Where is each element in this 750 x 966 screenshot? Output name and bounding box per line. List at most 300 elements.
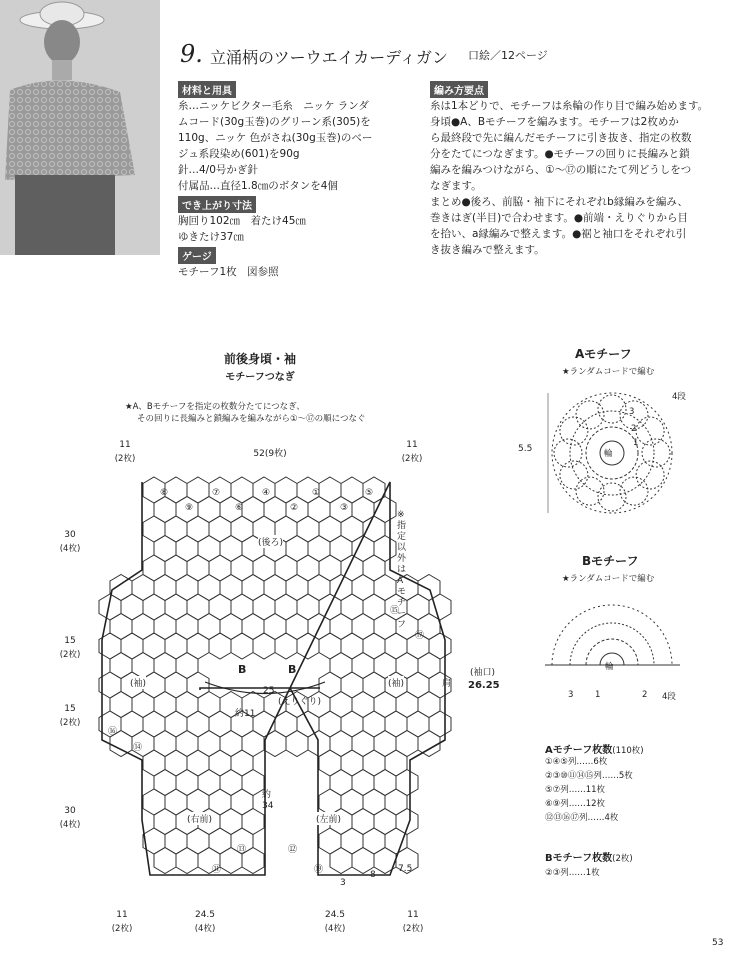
motif-hexagon — [121, 633, 143, 659]
motif-hexagon — [187, 594, 209, 620]
back-label: (後ろ) — [258, 535, 283, 548]
dim-label: (2枚) — [59, 718, 81, 728]
motif-hexagon — [352, 575, 374, 601]
motif-hexagon — [165, 594, 187, 620]
motif-hexagon — [143, 789, 165, 815]
motif-hexagon — [396, 653, 418, 679]
row-number: ② — [290, 503, 299, 513]
shoulder-label: 肩 — [442, 679, 452, 689]
motif-hexagon — [396, 770, 418, 796]
motif-hexagon — [341, 789, 363, 815]
dim-label: (2枚) — [402, 924, 424, 934]
motif-hexagon — [275, 594, 297, 620]
motif-hexagon — [154, 614, 176, 640]
motif-hexagon — [143, 594, 165, 620]
motif-hexagon — [154, 848, 176, 874]
motif-hexagon — [121, 711, 143, 737]
motif-hexagon — [330, 614, 352, 640]
materials-line: ジュ系段染め(601)を90g — [178, 148, 300, 160]
diagram-note — [125, 400, 445, 424]
motif-hexagon — [110, 653, 132, 679]
bottom-dim: 7.5 — [398, 864, 413, 874]
materials-heading: 材料と用具 — [178, 81, 236, 98]
motif-hexagon — [132, 614, 154, 640]
dim-label: 15 — [64, 636, 76, 646]
count-row: ⑥⑨列……12枚 — [545, 799, 606, 809]
motif-hexagon — [341, 828, 363, 854]
dim-label: 11 — [119, 440, 131, 450]
count-row: ①④⑤列……6枚 — [545, 757, 608, 767]
motif-hexagon — [165, 789, 187, 815]
motif-hexagon — [176, 575, 198, 601]
motif-hexagon — [374, 536, 396, 562]
motif-hexagon — [176, 536, 198, 562]
motif-hexagon — [187, 711, 209, 737]
motif-hexagon — [363, 789, 385, 815]
dim-label: 11 — [407, 910, 419, 920]
count-a-title: Aモチーフ枚数 — [545, 745, 613, 756]
motif-hexagon — [209, 789, 231, 815]
row-number: ⑥ — [235, 503, 244, 513]
neck-depth: 約11 — [235, 709, 256, 719]
motif-hexagon — [341, 633, 363, 659]
motif-hexagon — [363, 828, 385, 854]
motif-hexagon — [341, 594, 363, 620]
motif-hexagon — [319, 828, 341, 854]
motif-hexagon — [209, 711, 231, 737]
method-line: 編みを編みつけながら、①〜⑰の順にたて列どうしをつ — [430, 164, 692, 176]
motif-hexagon — [352, 497, 374, 523]
motif-hexagon — [286, 731, 308, 757]
row-number: ⑬ — [237, 845, 247, 855]
motif-hexagon — [418, 653, 440, 679]
motif-hexagon — [418, 692, 440, 718]
count-b-section — [545, 846, 633, 865]
pattern-title: 立涌柄のツーウエイカーディガン — [210, 48, 448, 67]
count-a-total: (110枚) — [612, 746, 644, 756]
dim-label: 24.5 — [324, 910, 346, 920]
sleeve-label: (袖) — [130, 676, 146, 689]
motif-hexagon — [374, 575, 396, 601]
dim-label: 11 — [116, 910, 128, 920]
motif-hexagon — [154, 497, 176, 523]
motif-hexagon — [363, 711, 385, 737]
motif-hexagon — [209, 633, 231, 659]
motif-hexagon — [242, 731, 264, 757]
motif-hexagon — [330, 692, 352, 718]
gauge-heading: ゲージ — [178, 247, 216, 264]
method-section — [430, 79, 730, 258]
motif-b-row-label: 1 — [595, 690, 601, 700]
motif-hexagon — [264, 497, 286, 523]
page-number: 53 — [712, 938, 724, 948]
motif-hexagon — [165, 477, 187, 503]
motif-hexagon — [242, 575, 264, 601]
cuff-label: (袖口) — [470, 668, 496, 678]
motif-hexagon — [187, 516, 209, 542]
motif-hexagon — [220, 614, 242, 640]
model-photo — [0, 0, 160, 255]
motif-hexagon — [341, 750, 363, 776]
motif-hexagon — [143, 711, 165, 737]
motif-hexagon — [198, 731, 220, 757]
motif-hexagon — [176, 731, 198, 757]
motif-hexagon — [308, 497, 330, 523]
motif-note-vertical: ※指定以外はAモチーフ — [397, 510, 407, 630]
motif-a-note: ★ランダムコードで編む — [562, 367, 655, 377]
motif-hexagon — [319, 516, 341, 542]
motif-hexagon — [352, 731, 374, 757]
motif-petal — [560, 461, 588, 489]
motif-hexagon — [319, 477, 341, 503]
count-row: ②③列……1枚 — [545, 868, 600, 878]
dim-label: (4枚) — [324, 924, 346, 934]
motif-hexagon — [418, 575, 440, 601]
motif-hexagon — [275, 711, 297, 737]
bottom-dim: 3 — [340, 878, 346, 888]
motif-petal — [636, 417, 664, 445]
motif-hexagon — [264, 575, 286, 601]
motif-petal — [560, 417, 588, 445]
motif-petal — [620, 401, 648, 429]
motif-hexagon — [330, 536, 352, 562]
dim-label: (2枚) — [59, 650, 81, 660]
bottom-dim: 8 — [370, 870, 376, 880]
motif-hexagon — [242, 614, 264, 640]
count-row: ②③⑩⑪⑭⑮列……5枚 — [545, 771, 633, 781]
motif-hexagon — [286, 575, 308, 601]
dim-label: (4枚) — [59, 544, 81, 554]
motif-hexagon — [407, 711, 429, 737]
motif-hexagon — [308, 731, 330, 757]
motif-hexagon — [176, 653, 198, 679]
motif-hexagon — [297, 633, 319, 659]
materials-line: 110g、ニッケ 色がさね(30g玉巻)のベー — [178, 132, 373, 144]
motif-b-row-label: 3 — [568, 690, 574, 700]
motif-a-row-label: 1 — [633, 438, 639, 448]
motif-hexagon — [187, 828, 209, 854]
method-line: ら最終段で先に編んだモチーフに引き抜き、指定の枚数 — [430, 132, 692, 144]
motif-a-height: 5.5 — [518, 444, 533, 454]
motif-hexagon — [275, 633, 297, 659]
motif-hexagon — [198, 536, 220, 562]
motif-hexagon — [341, 711, 363, 737]
motif-hexagon — [341, 672, 363, 698]
motif-hexagon — [121, 594, 143, 620]
motif-hexagon — [286, 536, 308, 562]
motif-hexagon — [330, 731, 352, 757]
motif-hexagon — [319, 672, 341, 698]
motif-hexagon — [297, 516, 319, 542]
motif-hexagon — [319, 555, 341, 581]
motif-hexagon — [231, 633, 253, 659]
count-b-total: (2枚) — [612, 854, 633, 864]
motif-hexagon — [308, 536, 330, 562]
motif-hexagon — [132, 575, 154, 601]
method-line: まとめ●後ろ、前脇・袖下にそれぞれb縁編みを編み、 — [430, 196, 688, 208]
method-line: なぎます。 — [430, 180, 482, 192]
motif-hexagon — [165, 516, 187, 542]
neck-width: 25 — [263, 686, 275, 696]
motif-hexagon — [176, 770, 198, 796]
motif-hexagon — [187, 633, 209, 659]
motif-hexagon — [198, 614, 220, 640]
count-a-rows — [545, 755, 633, 825]
dim-label: (4枚) — [59, 820, 81, 830]
motif-hexagon — [187, 672, 209, 698]
motif-hexagon — [143, 672, 165, 698]
motif-hexagon — [154, 536, 176, 562]
motif-hexagon — [275, 555, 297, 581]
neck-label: (えりぐり) — [278, 697, 322, 707]
count-row: ⑤⑦列……11枚 — [545, 785, 606, 795]
motif-hexagon — [187, 477, 209, 503]
cuff-size: 26.25 — [468, 680, 500, 691]
motif-hexagon — [396, 692, 418, 718]
dim-label: (2枚) — [401, 454, 423, 464]
materials-section — [178, 79, 418, 280]
motif-b-diagram — [540, 590, 690, 680]
motif-hexagon — [231, 477, 253, 503]
motif-hexagon — [220, 731, 242, 757]
motif-hexagon — [220, 575, 242, 601]
motif-hexagon — [209, 555, 231, 581]
motif-hexagon — [308, 575, 330, 601]
row-number: ① — [312, 488, 321, 498]
method-line: 分をたてにつなぎます。●モチーフの回りに長編みと鎖 — [430, 148, 690, 160]
motif-hexagon — [385, 711, 407, 737]
row-number: ⑯ — [108, 727, 118, 737]
motif-hexagon — [352, 809, 374, 835]
motif-hexagon — [385, 828, 407, 854]
motif-hexagon — [341, 516, 363, 542]
motif-hexagon — [209, 828, 231, 854]
diagram-note-line: その回りに長編みと鎖編みを編みながら①〜⑰の順につなぐ — [137, 414, 366, 424]
count-row: ⑫⑬⑯⑰列……4枚 — [545, 813, 619, 823]
motif-hexagon — [154, 692, 176, 718]
sleeve-label: (袖) — [388, 676, 404, 689]
left-front-label: (左前) — [316, 812, 341, 825]
motif-hexagon — [385, 789, 407, 815]
motif-hexagon — [231, 789, 253, 815]
motif-hexagon — [187, 750, 209, 776]
motif-hexagon — [154, 809, 176, 835]
motif-hexagon — [209, 516, 231, 542]
motif-hexagon — [154, 653, 176, 679]
motif-hexagon — [374, 809, 396, 835]
motif-hexagon — [242, 770, 264, 796]
dim-label: (4枚) — [194, 924, 216, 934]
motif-hexagon — [385, 750, 407, 776]
motif-hexagon — [352, 692, 374, 718]
row-number: ⑪ — [212, 865, 222, 875]
motif-hexagon — [330, 770, 352, 796]
materials-line: 針…4/0号かぎ針 — [178, 164, 258, 176]
row-number: ⑦ — [212, 488, 221, 498]
gauge-line: モチーフ1枚 図参照 — [178, 266, 279, 278]
motif-hexagon — [176, 692, 198, 718]
size-heading: でき上がり寸法 — [178, 196, 256, 213]
motif-hexagon — [253, 594, 275, 620]
motif-hexagon — [143, 516, 165, 542]
method-heading: 編み方要点 — [430, 81, 488, 98]
row-number: ⑲ — [314, 865, 324, 875]
motif-hexagon — [132, 692, 154, 718]
motif-hexagon — [231, 750, 253, 776]
motif-hexagon — [319, 633, 341, 659]
row-number: ⑤ — [365, 488, 374, 498]
dim-label: 15 — [64, 704, 76, 714]
motif-a-row: 4段 — [672, 392, 686, 402]
motif-hexagon — [396, 809, 418, 835]
motif-hexagon — [352, 653, 374, 679]
motif-hexagon — [143, 750, 165, 776]
method-line: を拾い、a縁編みで整えます。●裾と袖口をそれぞれ引 — [430, 228, 687, 240]
motif-hexagon — [352, 614, 374, 640]
motif-hexagon — [231, 555, 253, 581]
pattern-number: 9. — [180, 40, 203, 68]
motif-hexagon — [319, 750, 341, 776]
front-opening: 約34 — [262, 790, 274, 811]
motif-b-row-label: 2 — [642, 690, 648, 700]
motif-b-center: 輪 — [605, 662, 614, 672]
motif-hexagon — [319, 711, 341, 737]
materials-line: ムコード(30g玉巻)のグリーン系(305)を — [178, 116, 371, 128]
motif-hexagon — [374, 653, 396, 679]
motif-hexagon — [154, 770, 176, 796]
motif-hexagon — [275, 477, 297, 503]
motif-hexagon — [165, 672, 187, 698]
motif-hexagon — [407, 672, 429, 698]
motif-a-title: Aモチーフ — [575, 347, 632, 361]
motif-hexagon — [374, 731, 396, 757]
motif-hexagon — [407, 594, 429, 620]
dim-label: 24.5 — [194, 910, 216, 920]
dim-label: 11 — [406, 440, 418, 450]
row-number: ⑫ — [288, 845, 298, 855]
motif-hexagon — [165, 750, 187, 776]
method-line: き抜き編みで整えます。 — [430, 244, 545, 256]
motif-petal — [642, 439, 670, 467]
motif-hexagon — [363, 555, 385, 581]
motif-hexagon — [198, 770, 220, 796]
motif-hexagon — [198, 575, 220, 601]
motif-hexagon — [242, 809, 264, 835]
materials-line: 付属品…直径1.8㎝のボタンを4個 — [178, 180, 338, 192]
motif-hexagon — [165, 711, 187, 737]
motif-hexagon — [396, 731, 418, 757]
motif-hexagon — [253, 555, 275, 581]
diagram-subtitle: モチーフつなぎ — [225, 372, 295, 383]
size-line: 胸回り102㎝ 着たけ45㎝ — [178, 215, 306, 227]
motif-hexagon — [220, 536, 242, 562]
motif-hexagon — [187, 555, 209, 581]
b-motif-label: B — [238, 663, 247, 676]
motif-hexagon — [176, 848, 198, 874]
size-line: ゆきたけ37㎝ — [178, 231, 244, 243]
motif-hexagon — [231, 594, 253, 620]
method-line: 糸は1本どりで、モチーフは糸輪の作り目で編み始めます。 — [430, 100, 709, 112]
motif-a-diagram — [540, 385, 690, 525]
b-motif-label: B — [288, 663, 297, 676]
right-front-label: (右前) — [187, 812, 212, 825]
motif-hexagon — [209, 594, 231, 620]
motif-hexagon — [363, 594, 385, 620]
motif-hexagon — [374, 614, 396, 640]
motif-hexagon — [286, 614, 308, 640]
motif-hexagon — [220, 809, 242, 835]
motif-hexagon — [154, 575, 176, 601]
motif-hexagon — [198, 692, 220, 718]
row-number: ④ — [262, 488, 271, 498]
row-number: ⑮ — [390, 606, 400, 616]
motif-hexagon — [209, 750, 231, 776]
row-number: ⑰ — [415, 631, 425, 641]
row-number: ③ — [340, 503, 349, 513]
motif-hexagon — [242, 497, 264, 523]
method-line: 巻きはぎ(半目)で合わせます。●前端・えりぐりから目 — [430, 212, 689, 224]
motif-hexagon — [132, 653, 154, 679]
motif-b-note: ★ランダムコードで編む — [562, 574, 655, 584]
dim-label: 52(9枚) — [253, 449, 287, 459]
motif-hexagon — [297, 711, 319, 737]
motif-a-center: 輪 — [604, 449, 613, 459]
diagram-note-line: ★A、Bモチーフを指定の枚数分たてにつなぎ、 — [125, 402, 305, 412]
motif-hexagon — [143, 633, 165, 659]
motif-hexagon — [330, 575, 352, 601]
motif-hexagon — [330, 848, 352, 874]
dim-label: (2枚) — [114, 454, 136, 464]
row-number: ⑧ — [160, 488, 169, 498]
motif-hexagon — [253, 711, 275, 737]
motif-hexagon — [341, 477, 363, 503]
motif-hexagon — [154, 731, 176, 757]
motif-hexagon — [374, 692, 396, 718]
motif-hexagon — [165, 633, 187, 659]
motif-hexagon — [363, 633, 385, 659]
dim-label: 30 — [64, 806, 76, 816]
motif-hexagon — [231, 516, 253, 542]
dim-label: 30 — [64, 530, 76, 540]
motif-hexagon — [418, 731, 440, 757]
motif-hexagon — [330, 653, 352, 679]
motif-hexagon — [253, 633, 275, 659]
motif-hexagon — [143, 555, 165, 581]
motif-hexagon — [165, 828, 187, 854]
motif-hexagon — [264, 614, 286, 640]
motif-hexagon — [176, 614, 198, 640]
motif-hexagon — [110, 614, 132, 640]
motif-hexagon — [363, 750, 385, 776]
motif-hexagon — [363, 672, 385, 698]
motif-hexagon — [385, 633, 407, 659]
method-line: 身頃●A、Bモチーフを編みます。モチーフは2枚めか — [430, 116, 679, 128]
motif-hexagon — [297, 555, 319, 581]
page-reference: 口絵／12ページ — [468, 49, 548, 62]
motif-a-row-label: 2 — [631, 424, 637, 434]
motif-hexagon — [198, 497, 220, 523]
row-number: ⑭ — [133, 743, 143, 753]
motif-hexagon — [220, 770, 242, 796]
motif-hexagon — [297, 594, 319, 620]
motif-a-row-label: 3 — [629, 407, 635, 417]
row-number: ⑨ — [185, 503, 194, 513]
materials-line: 糸…ニッケビクター毛糸 ニッケ ランダ — [178, 100, 369, 112]
motif-hexagon — [352, 770, 374, 796]
motif-hexagon — [429, 633, 451, 659]
motif-b-title: Bモチーフ — [582, 554, 639, 568]
diagram-title: 前後身頃・袖 — [223, 352, 296, 366]
